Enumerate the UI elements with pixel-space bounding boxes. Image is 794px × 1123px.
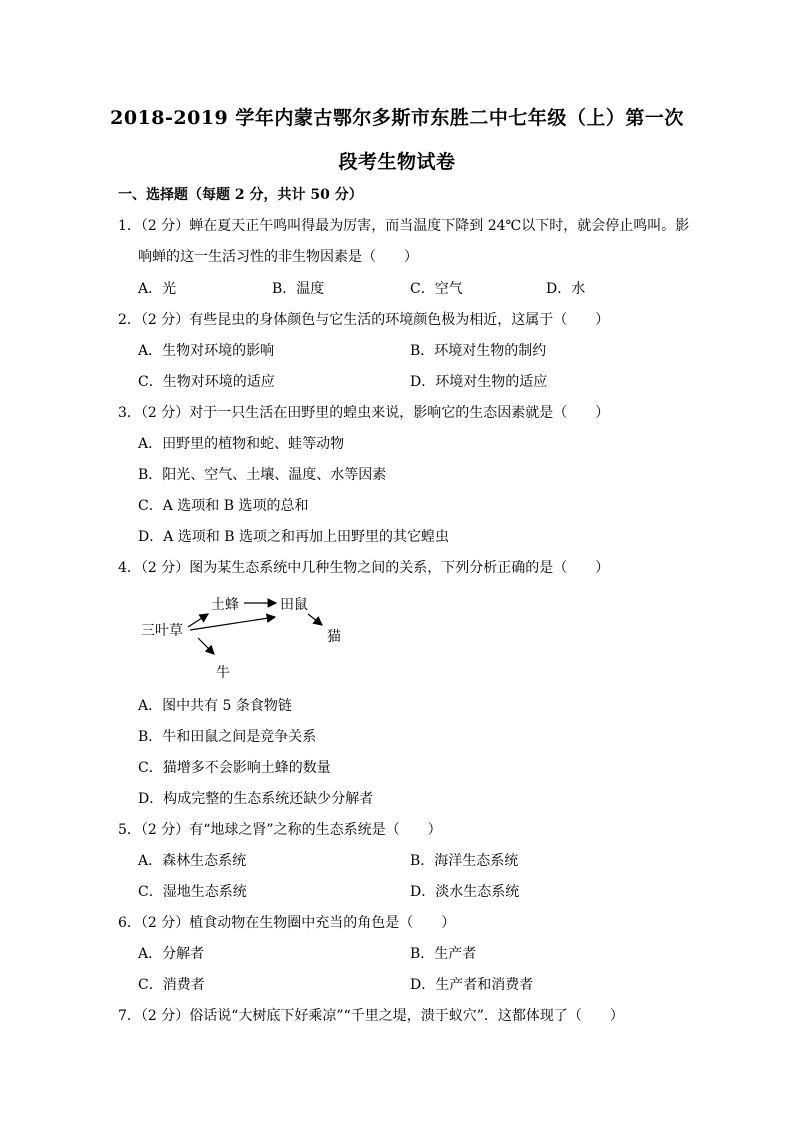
question-3-stem: 3．（2 分）对于一只生活在田野里的蝗虫来说，影响它的生态因素就是（ ） [118, 405, 610, 421]
arrow-rodent-to-cat [308, 614, 322, 625]
question-4-stem: 4．（2 分）图为某生态系统中几种生物之间的关系，下列分析正确的是（ ） [118, 560, 610, 576]
question-1-stem: 1．（2 分）蝉在夏天正午鸣叫得最为厉害，而当温度下降到 24℃以下时，就会停止鸣叫。影 [118, 218, 690, 234]
consumer-cat-label: 猫 [327, 629, 341, 645]
section-heading: 一、选择题（每题 2 分，共计 50 分） [118, 187, 363, 203]
question-5-option-b: B．海洋生态系统 [410, 853, 519, 869]
question-7-stem: 7．（2 分）俗话说“大树底下好乘凉”“千里之堤，溃于蚁穴”．这都体现了（ ） [118, 1008, 624, 1024]
question-4-option-a: A．图中共有 5 条食物链 [138, 698, 292, 714]
question-6-option-c: C．消费者 [138, 977, 205, 993]
question-5-option-c: C．湿地生态系统 [138, 884, 247, 900]
exam-title-line-1: 2018-2019 学年内蒙古鄂尔多斯市东胜二中七年级（上）第一次 [110, 107, 684, 129]
question-4-option-d: D．构成完整的生态系统还缺少分解者 [138, 791, 374, 807]
question-4-option-c: C．猫增多不会影响土蜂的数量 [138, 760, 331, 776]
question-5-stem: 5．（2 分）有“地球之肾”之称的生态系统是（ ） [118, 822, 442, 838]
question-2-stem: 2．（2 分）有些昆虫的身体颜色与它生活的环境颜色极为相近，这属于（ ） [118, 312, 610, 328]
question-2-option-c: C．生物对环境的适应 [138, 374, 275, 390]
exam-title-line-2: 段考生物试卷 [338, 151, 456, 173]
question-1-option-c: C．空气 [410, 281, 463, 297]
question-6-option-a: A．分解者 [138, 946, 205, 962]
arrow-clover-to-cow [198, 638, 214, 654]
food-web-diagram [138, 590, 358, 682]
question-3-option-b: B．阳光、空气、土壤、温度、水等因素 [138, 467, 387, 483]
question-2-option-a: A．生物对环境的影响 [138, 343, 275, 359]
question-2-option-d: D．环境对生物的适应 [410, 374, 548, 390]
question-1-option-a: A．光 [138, 281, 177, 297]
question-4-option-b: B．牛和田鼠之间是竞争关系 [138, 729, 317, 745]
question-3-option-c: C．A 选项和 B 选项的总和 [138, 498, 309, 514]
question-2-option-b: B．环境对生物的制约 [410, 343, 547, 359]
consumer-rodent-label: 田鼠 [280, 597, 308, 613]
question-1-option-d: D．水 [546, 281, 586, 297]
question-6-option-b: B．生产者 [410, 946, 477, 962]
question-5-option-a: A．森林生态系统 [138, 853, 247, 869]
question-1-option-b: B．温度 [272, 281, 325, 297]
question-3-option-a: A．田野里的植物和蛇、蛙等动物 [138, 436, 345, 452]
question-6-stem: 6．（2 分）植食动物在生物圈中充当的角色是（ ） [118, 915, 456, 931]
question-6-option-d: D．生产者和消费者 [410, 977, 534, 993]
consumer-bee-label: 土蜂 [211, 597, 239, 613]
question-1-stem-cont: 响蝉的这一生活习性的非生物因素是（ ） [138, 249, 418, 265]
arrow-clover-to-rodent [190, 617, 275, 630]
consumer-cow-label: 牛 [216, 665, 230, 681]
producer-clover-label: 三叶草 [141, 623, 183, 639]
question-3-option-d: D．A 选项和 B 选项之和再加上田野里的其它蝗虫 [138, 529, 449, 545]
question-5-option-d: D．淡水生态系统 [410, 884, 520, 900]
arrow-clover-to-bee [188, 614, 208, 627]
